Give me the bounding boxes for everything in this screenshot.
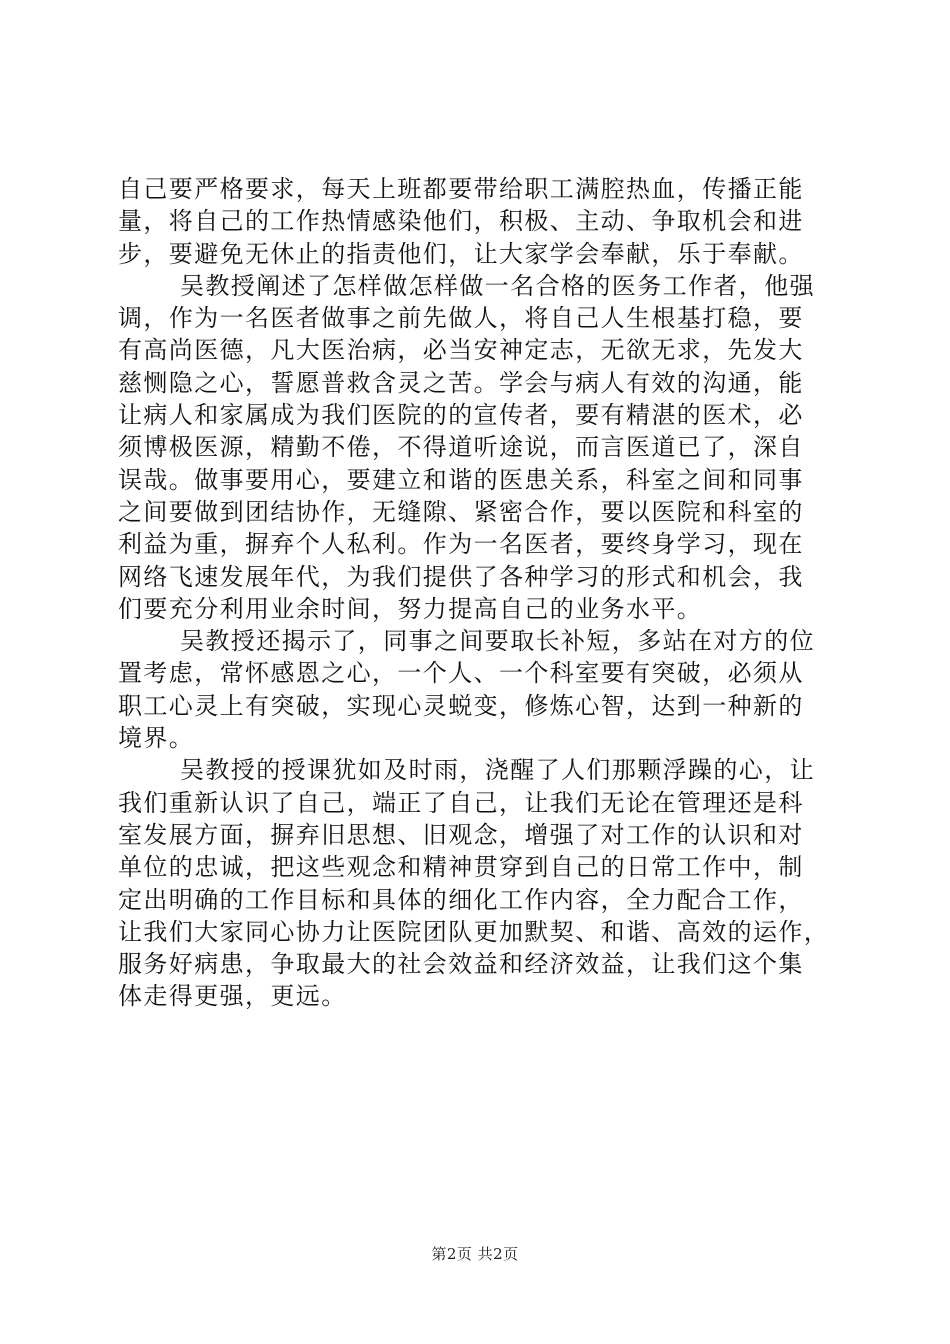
text-line: 让病人和家属成为我们医院的的宣传者，要有精湛的医术，必 xyxy=(118,401,804,430)
text-line: 置考虑，常怀感恩之心，一个人、一个科室要有突破，必须从 xyxy=(118,659,804,688)
text-line: 须博极医源，精勤不倦，不得道听途说，而言医道已了，深自 xyxy=(118,433,804,462)
paragraph-first-line: 吴教授还揭示了，同事之间要取长补短，多站在对方的位 xyxy=(180,627,815,656)
text-line: 们要充分利用业余时间，努力提高自己的业务水平。 xyxy=(118,594,703,623)
paragraph-first-line: 吴教授阐述了怎样做怎样做一名合格的医务工作者，他强 xyxy=(180,271,815,300)
text-line: 自己要严格要求，每天上班都要带给职工满腔热血，传播正能 xyxy=(118,175,804,203)
paragraph-first-line: 吴教授的授课犹如及时雨，浇醒了人们那颗浮躁的心，让 xyxy=(180,756,815,785)
text-line: 调，作为一名医者做事之前先做人，将自己人生根基打稳，要 xyxy=(118,304,804,333)
text-line: 慈恻隐之心，誓愿普救含灵之苦。学会与病人有效的沟通，能 xyxy=(118,368,804,397)
text-line: 误哉。做事要用心，要建立和谐的医患关系，科室之间和同事 xyxy=(118,465,804,494)
text-line: 网络飞速发展年代，为我们提供了各种学习的形式和机会，我 xyxy=(118,562,804,591)
text-line: 量，将自己的工作热情感染他们，积极、主动、争取机会和进 xyxy=(118,207,804,236)
text-line: 境界。 xyxy=(118,724,195,753)
page-footer: 第2页 共2页 xyxy=(431,1245,519,1263)
text-line: 有高尚医德，凡大医治病，必当安神定志，无欲无求，先发大 xyxy=(118,336,804,365)
text-line: 服务好病患，争取最大的社会效益和经济效益，让我们这个集 xyxy=(118,950,804,979)
text-line: 定出明确的工作目标和具体的细化工作内容，全力配合工作， xyxy=(118,885,804,914)
text-line: 步，要避免无休止的指责他们，让大家学会奉献，乐于奉献。 xyxy=(118,239,804,268)
text-line: 职工心灵上有突破，实现心灵蜕变，修炼心智，达到一种新的 xyxy=(118,691,804,720)
body-text xyxy=(118,173,838,1013)
text-line: 之间要做到团结协作，无缝隙、紧密合作，要以医院和科室的 xyxy=(118,497,804,526)
text-line: 让我们大家同心协力让医院团队更加默契、和谐、高效的运作， xyxy=(118,917,830,946)
text-line: 单位的忠诚，把这些观念和精神贯穿到自己的日常工作中，制 xyxy=(118,853,804,882)
text-line: 我们重新认识了自己，端正了自己，让我们无论在管理还是科 xyxy=(118,788,804,817)
text-line: 体走得更强，更远。 xyxy=(118,982,347,1011)
text-line: 室发展方面，摒弃旧思想、旧观念，增强了对工作的认识和对 xyxy=(118,820,804,849)
text-line: 利益为重，摒弃个人私利。作为一名医者，要终身学习，现在 xyxy=(118,530,804,559)
